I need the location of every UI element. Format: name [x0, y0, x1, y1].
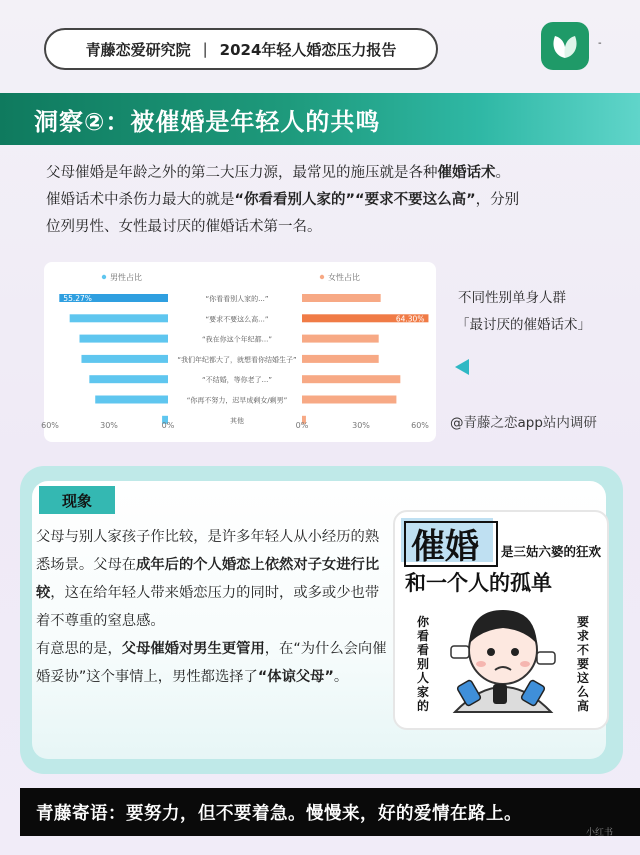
right-vertical-char: 么: [577, 685, 590, 699]
chart-side-label-2: 「最讨厌的催婚话术」: [456, 317, 591, 333]
category-label: “你看看别人家的...”: [205, 295, 269, 303]
platform-watermark: 小红书: [586, 828, 614, 838]
intro-line-2: 催婚话术中杀伤力最大的就是“你看看别人家的”“要求不要这么高”，分别: [46, 192, 520, 208]
right-vertical-char: 高: [577, 699, 590, 713]
intro-line-1: 父母催婚是年龄之外的第二大压力源，最常见的施压就是各种催婚话术。: [46, 165, 510, 181]
left-tick-label: 60%: [41, 421, 59, 430]
left-vertical-char: 别: [417, 657, 430, 671]
female-bar: [302, 335, 379, 343]
right-tick-label: 0%: [295, 421, 309, 430]
male-bar: [95, 396, 168, 404]
male-bar: [80, 335, 169, 343]
pointer-triangle-icon: [455, 359, 469, 375]
report-header-pill: [44, 28, 438, 70]
phenomenon-paragraph-2: 有意思的是，父母催婚对男生更管用，在“为什么会向催婚妥协”这个事情上，男性都选择了“体谅父母”。: [36, 641, 387, 685]
right-vertical-char: 要: [577, 657, 590, 671]
category-label: “不结婚，等你老了...”: [202, 376, 272, 385]
cartoon-svg: [395, 512, 611, 732]
chart-side-label-1: 不同性别单身人群: [458, 290, 566, 306]
category-label: “要求不要这么高...”: [205, 315, 269, 324]
right-tick-label: 60%: [411, 421, 429, 430]
header-separator: |: [202, 40, 208, 58]
big-word: 催婚: [411, 527, 479, 567]
left-vertical-char: 你: [417, 615, 430, 629]
report-title: 2024年轻人婚恋压力报告: [219, 40, 397, 59]
category-label: “我在你这个年纪都...”: [202, 335, 272, 344]
category-label: “你再不努力，迟早成剩女/剩男”: [186, 396, 288, 405]
male-bar: [89, 375, 168, 383]
app-logo[interactable]: [541, 22, 589, 70]
female-bar: [302, 355, 379, 363]
female-data-label: 64.30%: [395, 314, 425, 324]
category-label: 其他: [230, 416, 244, 425]
intro-text: [46, 160, 606, 241]
male-bar: [70, 314, 168, 322]
right-vertical-char: 求: [577, 629, 590, 643]
chart-card: [41, 262, 436, 442]
insight-title: 洞察②：被催婚是年轻人的共鸣: [34, 107, 381, 136]
left-vertical-char: 家: [417, 685, 430, 699]
footer-bar: [20, 788, 640, 836]
left-vertical-char: 人: [417, 671, 430, 685]
male-bar: [81, 355, 168, 363]
right-vertical-text: [577, 614, 589, 713]
male-data-label: 55.27%: [63, 294, 92, 303]
female-bar: [302, 294, 381, 302]
left-tick-label: 30%: [100, 421, 118, 430]
intro-line-3: 位列男性、女性最讨厌的催婚话术第一名。: [46, 219, 322, 235]
phenomenon-text: [36, 523, 388, 691]
org-name: 青藤恋爱研究院: [85, 40, 191, 59]
left-vertical-text: [417, 614, 430, 713]
leaf-icon: [549, 32, 581, 60]
left-vertical-char: 看: [417, 629, 430, 643]
phenomenon-tag: 现象: [39, 486, 115, 514]
legend-dot-male: [102, 275, 106, 279]
right-vertical-char: 不: [577, 643, 590, 657]
left-tick-label: 0%: [161, 421, 175, 430]
female-bar: [302, 375, 400, 383]
category-label: “我们年纪都大了，就想看你结婚生子”: [177, 355, 297, 364]
legend-label-male: 男性占比: [110, 273, 142, 282]
legend-label-female: 女性占比: [328, 273, 360, 282]
insight-banner: [0, 93, 640, 145]
female-bar: [302, 396, 396, 404]
corner-mark: -: [598, 38, 602, 49]
legend-dot-female: [320, 275, 324, 279]
cartoon-illustration: [393, 510, 609, 730]
left-vertical-char: 的: [417, 699, 430, 713]
right-vertical-char: 要: [577, 615, 590, 629]
phenomenon-paragraph-1: 父母与别人家孩子作比较，是许多年轻人从小经历的熟悉场景。父母在成年后的个人婚恋上依然对子女进行比较，这在给年轻人带来婚恋压力的同时，或多或少也带着不尊重的窒息感。: [36, 529, 380, 629]
survey-source: @青藤之恋app站内调研: [450, 415, 597, 431]
footer-message: 青藤寄语：要努力，但不要着急。慢慢来，好的爱情在路上。: [36, 803, 522, 824]
left-vertical-char: 看: [417, 643, 430, 657]
butterfly-bar-chart: [41, 262, 436, 442]
illustration-tagline: 是三姑六婆的狂欢: [501, 544, 602, 559]
right-tick-label: 30%: [352, 421, 370, 430]
right-vertical-char: 这: [577, 671, 590, 685]
illustration-line-2: 和一个人的孤单: [405, 571, 552, 595]
